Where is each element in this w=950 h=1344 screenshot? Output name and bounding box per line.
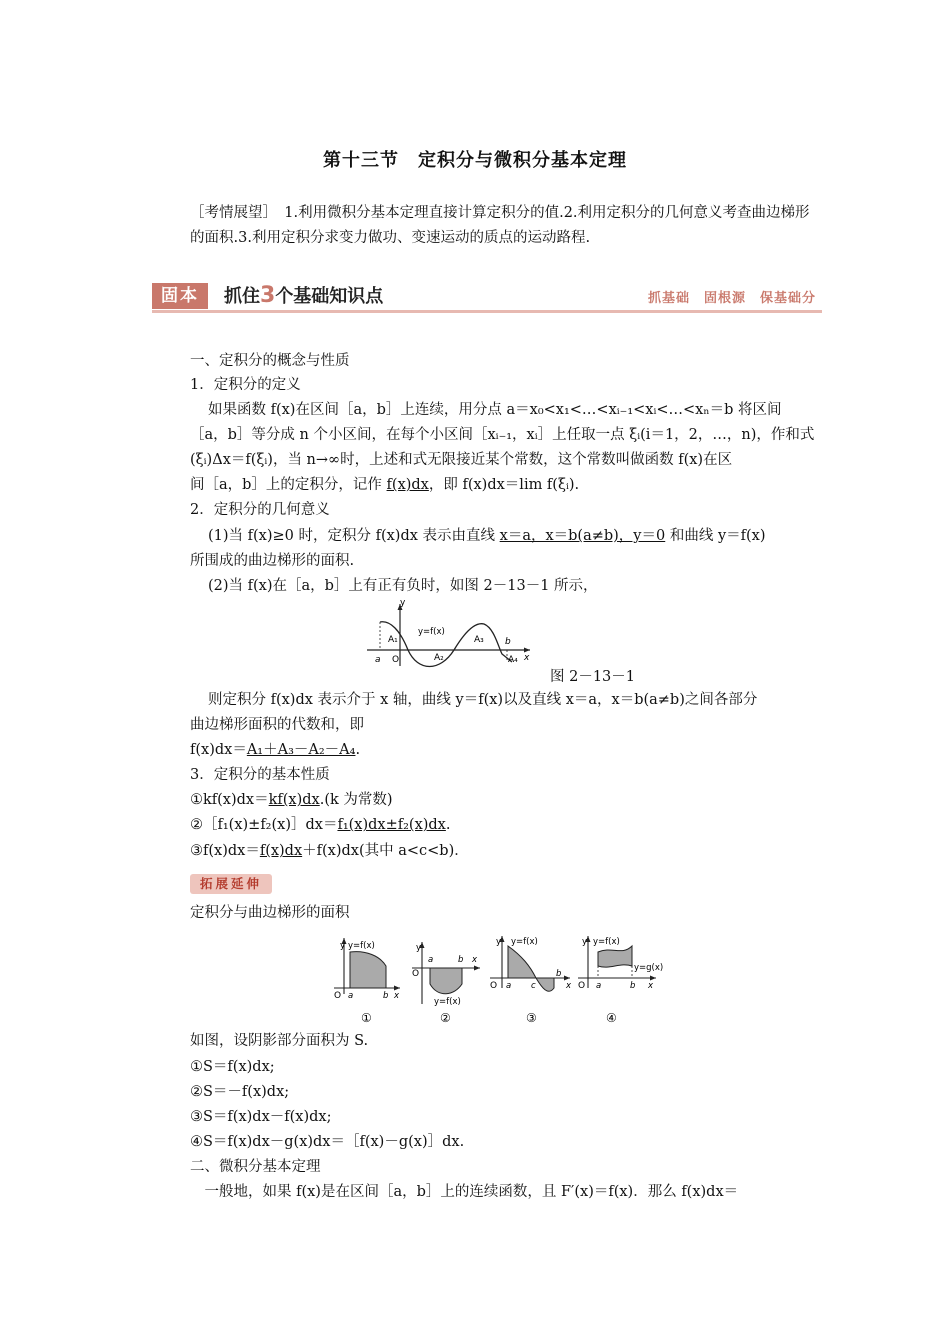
underlined-answer: x＝a，x＝b(a≠b)，y＝0 — [499, 528, 666, 544]
underlined-answer: kf(x)dx — [268, 792, 320, 808]
axis-x-label: x — [524, 653, 530, 663]
fig3-c: c — [531, 981, 536, 991]
def-line-1: 如果函数 f(x)在区间［a，b］上连续，用分点 a＝x₀<x₁<…<xᵢ₋₁<xᵢ<…<xₙ＝b 将区间 — [208, 402, 782, 418]
fig1-y: y — [340, 941, 346, 951]
fig1-origin: O — [334, 991, 342, 1001]
figure-3 — [490, 936, 572, 1024]
fig2-fx: y=f(x) — [434, 997, 461, 1007]
subheading-1-3: 3．定积分的基本性质 — [190, 767, 330, 783]
banner-pre: 抓住 — [224, 286, 260, 307]
subheading-1-2: 2．定积分的几何意义 — [190, 502, 330, 518]
section-heading-2: 二、微积分基本定理 — [190, 1159, 321, 1175]
fig1-b: b — [383, 991, 389, 1001]
extension-heading: 定积分与曲边梯形的面积 — [190, 905, 350, 921]
underlined-answer: f(x)dx — [386, 477, 429, 493]
extension-line-1: 如图，设阴影部分面积为 S. — [190, 1033, 369, 1049]
fig4-gx: y=g(x) — [634, 963, 664, 973]
fig3-fx: y=f(x) — [511, 937, 538, 947]
text: .(k 为常数) — [319, 792, 393, 808]
property-2 — [190, 814, 810, 836]
geo-line-3: (2)当 f(x)在［a，b］上有正有负时，如图 2－13－1 所示， — [208, 578, 598, 594]
fig4-x: x — [648, 981, 654, 991]
geo-line-2: 所围成的曲边梯形的面积. — [190, 553, 355, 569]
extension-badge: 拓展延伸 — [190, 874, 272, 894]
property-1 — [190, 789, 810, 811]
fig3-x: x — [566, 981, 572, 991]
section-banner — [152, 281, 822, 313]
banner-slogan: 抓基础 固根源 保基础分 — [647, 291, 816, 306]
text: . — [445, 817, 451, 833]
extension-line-3: ②S＝－f(x)dx; — [190, 1084, 290, 1100]
def-line-3: (ξᵢ)Δx＝f(ξᵢ)，当 n→∞时，上述和式无限接近某个常数，这个常数叫做函数 f(x)在区 — [190, 452, 733, 468]
point-b-label: b — [505, 637, 511, 647]
fig4-a: a — [596, 981, 602, 991]
area-figures — [330, 932, 670, 1024]
extension-line-4: ③S＝f(x)dx－f(x)dx; — [190, 1109, 332, 1125]
fig3-b: b — [556, 969, 562, 979]
fig4-origin: O — [578, 981, 586, 991]
text: ＋f(x)dx(其中 a<c<b)． — [302, 843, 469, 859]
banner-num: 3 — [260, 283, 276, 308]
fig1-a: a — [348, 991, 354, 1001]
extension-line-5: ④S＝f(x)dx－g(x)dx＝［f(x)－g(x)］dx. — [190, 1134, 465, 1150]
figure-caption: 图 2－13－1 — [550, 669, 636, 685]
section-heading-1: 一、定积分的概念与性质 — [190, 353, 350, 369]
fig2-x: x — [472, 955, 478, 965]
area-a2-label: A₂ — [434, 653, 444, 663]
point-a-label: a — [375, 655, 381, 665]
fig4-b: b — [630, 981, 636, 991]
fig1-number: ① — [361, 1011, 372, 1024]
text: (1)当 f(x)≥0 时，定积分 f(x)dx 表示由直线 — [208, 528, 500, 544]
geo-line-5: 曲边梯形面积的代数和，即 — [190, 717, 364, 733]
fig1-x: x — [394, 991, 400, 1001]
theorem-line-1: 一般地，如果 f(x)是在区间［a，b］上的连续函数，且 F′(x)＝f(x)．那么 f(x)dx＝ — [190, 1184, 739, 1200]
fig2-origin: O — [412, 969, 420, 979]
curve-label: y=f(x) — [418, 627, 445, 637]
banner-bar — [152, 310, 822, 313]
banner-box: 固本 — [152, 283, 208, 309]
fig2-number: ② — [440, 1011, 451, 1024]
fig2-y: y — [416, 943, 422, 953]
geo-line-1 — [208, 525, 828, 547]
text: . — [355, 742, 361, 758]
area-a3-label: A₃ — [474, 635, 484, 645]
subheading-1-1: 1．定积分的定义 — [190, 377, 301, 393]
fig4-y: y — [582, 937, 588, 947]
fig3-a: a — [506, 981, 512, 991]
geo-line-4: 则定积分 f(x)dx 表示介于 x 轴，曲线 y＝f(x)以及直线 x＝a，x＝b(a≠b)之间各部分 — [208, 692, 758, 708]
underlined-answer: A₁＋A₃－A₂－A₄ — [246, 742, 356, 758]
fig3-number: ③ — [526, 1011, 537, 1024]
text: ②［f₁(x)±f₂(x)］dx＝ — [190, 817, 338, 833]
geo-line-6 — [190, 739, 810, 761]
origin-label: O — [392, 655, 400, 665]
fig3-origin: O — [490, 981, 498, 991]
figure-2-13-1 — [362, 600, 532, 670]
area-a4-label: A₄ — [508, 655, 518, 665]
area-a1-label: A₁ — [388, 635, 398, 645]
def-line-2: ［a，b］等分成 n 个小区间，在每个小区间［xᵢ₋₁，xᵢ］上任取一点 ξᵢ(i＝1，2，…，n)，作和式 — [190, 427, 815, 443]
text: ，即 f(x)dx＝lim f(ξᵢ). — [428, 477, 580, 493]
fig4-number: ④ — [606, 1011, 617, 1024]
text: ③f(x)dx＝ — [190, 843, 260, 859]
fig1-fx: y=f(x) — [348, 941, 375, 951]
def-line-4 — [190, 474, 810, 496]
banner-heading — [224, 283, 383, 310]
property-3 — [190, 840, 810, 862]
figure-2 — [412, 942, 480, 1024]
text: 和曲线 y＝f(x) — [665, 528, 766, 544]
page-title: 第十三节 定积分与微积分基本定理 — [323, 150, 627, 171]
fig4-fx: y=f(x) — [593, 937, 620, 947]
underlined-answer: f(x)dx — [259, 843, 303, 859]
intro-paragraph: ［考情展望］ 1.利用微积分基本定理直接计算定积分的值.2.利用定积分的几何意义考查曲边梯形的面积.3.利用定积分求变力做功、变速运动的质点的运动路程. — [190, 205, 810, 246]
fig2-a: a — [428, 955, 434, 965]
text: f(x)dx＝ — [190, 742, 247, 758]
figure-4 — [578, 936, 663, 1024]
text: ①kf(x)dx＝ — [190, 792, 269, 808]
banner-post: 个基础知识点 — [275, 286, 384, 307]
figure-1 — [334, 938, 400, 1024]
fig3-y: y — [496, 937, 502, 947]
axis-y-label: y — [400, 600, 406, 608]
underlined-answer: f₁(x)dx±f₂(x)dx — [337, 817, 446, 833]
text: 间［a，b］上的定积分，记作 — [190, 477, 387, 493]
fig2-b: b — [458, 955, 464, 965]
extension-line-2: ①S＝f(x)dx; — [190, 1059, 275, 1075]
